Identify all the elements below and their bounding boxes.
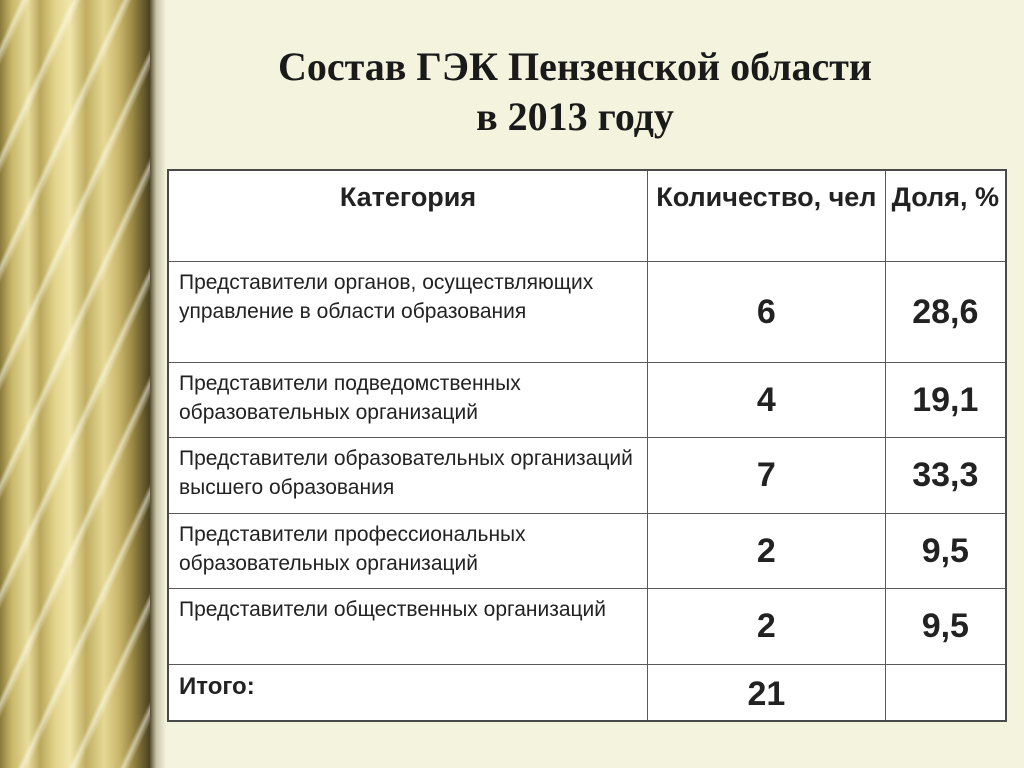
- row-category: Представители общественных организаций: [168, 589, 648, 665]
- table-row: [168, 514, 1006, 589]
- header-count: Количество, чел: [648, 170, 886, 262]
- total-share: [885, 665, 1006, 721]
- row-count: 7: [648, 438, 886, 514]
- gek-composition-table: [167, 169, 1007, 722]
- row-category: Представители органов, осуществляющих управление в области образования: [168, 262, 648, 363]
- table-total-row: [168, 665, 1006, 721]
- band-shadow: [150, 0, 166, 768]
- row-count: 2: [648, 589, 886, 665]
- row-share: 9,5: [885, 589, 1006, 665]
- total-label: Итого:: [168, 665, 648, 721]
- title-line-1: Состав ГЭК Пензенской области: [278, 44, 872, 89]
- table-row: [168, 438, 1006, 514]
- total-count: 21: [648, 665, 886, 721]
- row-count: 2: [648, 514, 886, 589]
- row-category: Представители профессиональных образовательных организаций: [168, 514, 648, 589]
- table-row: [168, 363, 1006, 438]
- header-category: Категория: [168, 170, 648, 262]
- decorative-gold-band: [0, 0, 150, 768]
- row-share: 19,1: [885, 363, 1006, 438]
- row-category: Представители образовательных организаций высшего образования: [168, 438, 648, 514]
- row-category: Представители подведомственных образовательных организаций: [168, 363, 648, 438]
- table-header-row: [168, 170, 1006, 262]
- row-count: 4: [648, 363, 886, 438]
- row-share: 33,3: [885, 438, 1006, 514]
- title-line-2: в 2013 году: [476, 94, 674, 139]
- table-row: [168, 262, 1006, 363]
- row-count: 6: [648, 262, 886, 363]
- slide-title: [170, 42, 980, 142]
- row-share: 9,5: [885, 514, 1006, 589]
- header-share: Доля, %: [885, 170, 1006, 262]
- table-row: [168, 589, 1006, 665]
- row-share: 28,6: [885, 262, 1006, 363]
